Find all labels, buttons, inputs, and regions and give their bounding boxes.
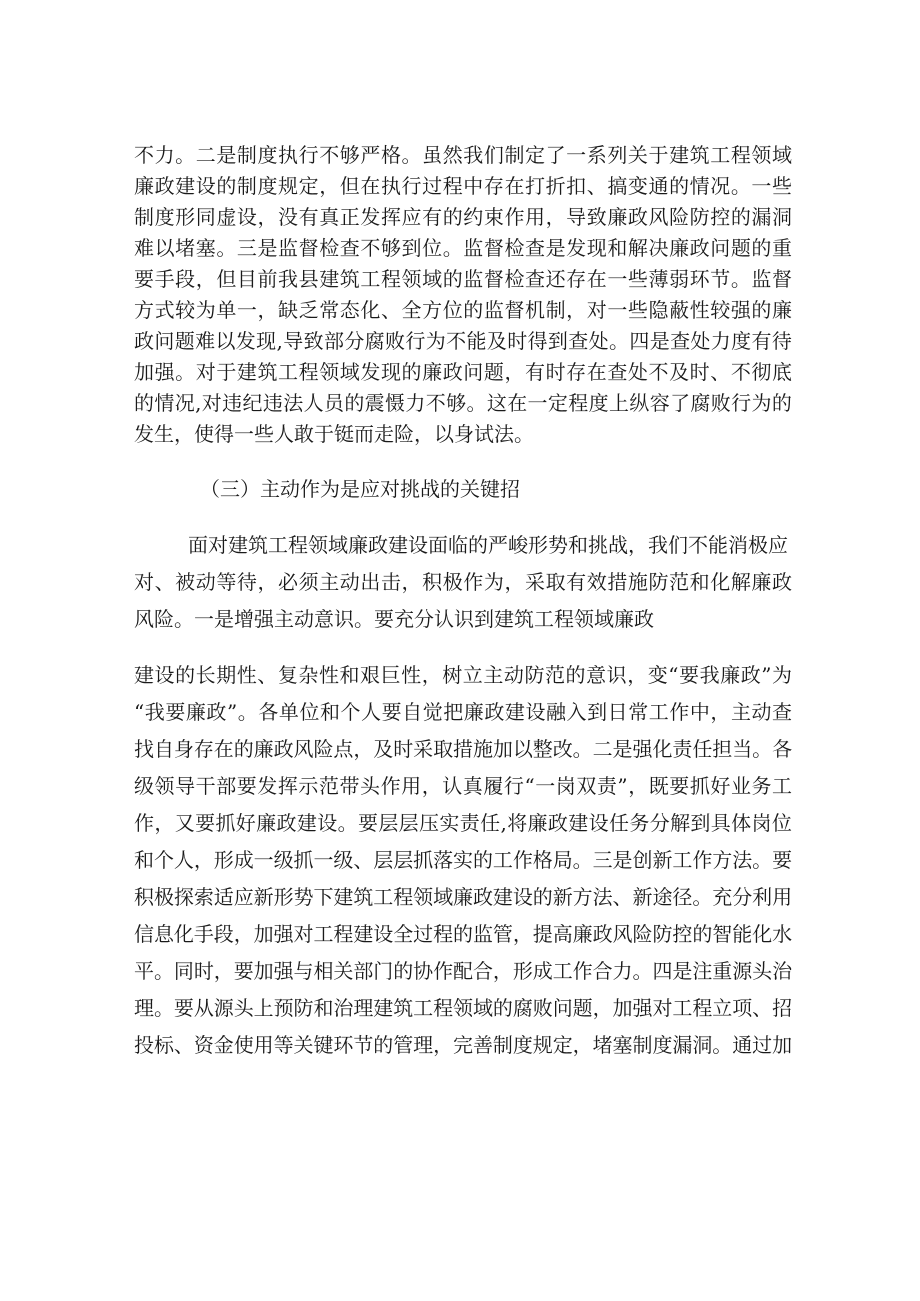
text-line: 建设的长期性、复杂性和艰巨性，树立主动防范的意识，变“要我廉政”为 <box>134 663 793 687</box>
text-line: 廉政建设的制度规定，但在执行过程中存在打折扣、搞变通的情况。一些 <box>134 174 793 198</box>
text-line: 政问题难以发现,导致部分腐败行为不能及时得到查处。四是查处力度有待 <box>134 329 793 353</box>
text-line: 加强。对于建筑工程领域发现的廉政问题，有时存在查处不及时、不彻底 <box>134 360 793 384</box>
text-line: 方式较为单一，缺乏常态化、全方位的监督机制，对一些隐蔽性较强的廉 <box>134 298 793 322</box>
text-line: 平。同时，要加强与相关部门的协作配合，形成工作合力。四是注重源头治 <box>134 959 793 983</box>
text-line: 面对建筑工程领域廉政建设面临的严峻形势和挑战，我们不能消极应 <box>188 533 788 557</box>
text-line: 的情况,对违纪违法人员的震慑力不够。这在一定程度上纵容了腐败行为的 <box>134 391 793 415</box>
section-heading: （三）主动作为是应对挑战的关键招 <box>200 477 520 501</box>
text-line: 风险。一是增强主动意识。要充分认识到建筑工程领域廉政 <box>134 607 654 631</box>
text-line: 积极探索适应新形势下建筑工程领域廉政建设的新方法、新途径。充分利用 <box>134 885 793 909</box>
text-line: 信息化手段，加强对工程建设全过程的监管，提高廉政风险防控的智能化水 <box>134 922 793 946</box>
text-line: 理。要从源头上预防和治理建筑工程领域的腐败问题，加强对工程立项、招 <box>134 996 793 1020</box>
text-line: 难以堵塞。三是监督检查不够到位。监督检查是发现和解决廉政问题的重 <box>134 236 793 260</box>
text-line: 级领导干部要发挥示范带头作用，认真履行“一岗双责”，既要抓好业务工 <box>134 774 793 798</box>
text-line: 找自身存在的廉政风险点，及时采取措施加以整改。二是强化责任担当。各 <box>134 737 793 761</box>
text-line: 投标、资金使用等关键环节的管理，完善制度规定，堵塞制度漏洞。通过加 <box>134 1033 793 1057</box>
text-line: “我要廉政”。各单位和个人要自觉把廉政建设融入到日常工作中，主动查 <box>134 700 793 724</box>
text-line: 作，又要抓好廉政建设。要层层压实责任,将廉政建设任务分解到具体岗位 <box>134 811 793 835</box>
text-line: 不力。二是制度执行不够严格。虽然我们制定了一系列关于建筑工程领域 <box>134 143 793 167</box>
text-line: 对、被动等待，必须主动出击，积极作为，采取有效措施防范和化解廉政 <box>134 570 793 594</box>
text-line: 要手段，但目前我县建筑工程领域的监督检查还存在一些薄弱环节。监督 <box>134 267 793 291</box>
text-line: 制度形同虚设，没有真正发挥应有的约束作用，导致廉政风险防控的漏洞 <box>134 205 793 229</box>
text-line: 和个人，形成一级抓一级、层层抓落实的工作格局。三是创新工作方法。要 <box>134 848 793 872</box>
text-line: 发生，使得一些人敢于铤而走险，以身试法。 <box>134 422 534 446</box>
